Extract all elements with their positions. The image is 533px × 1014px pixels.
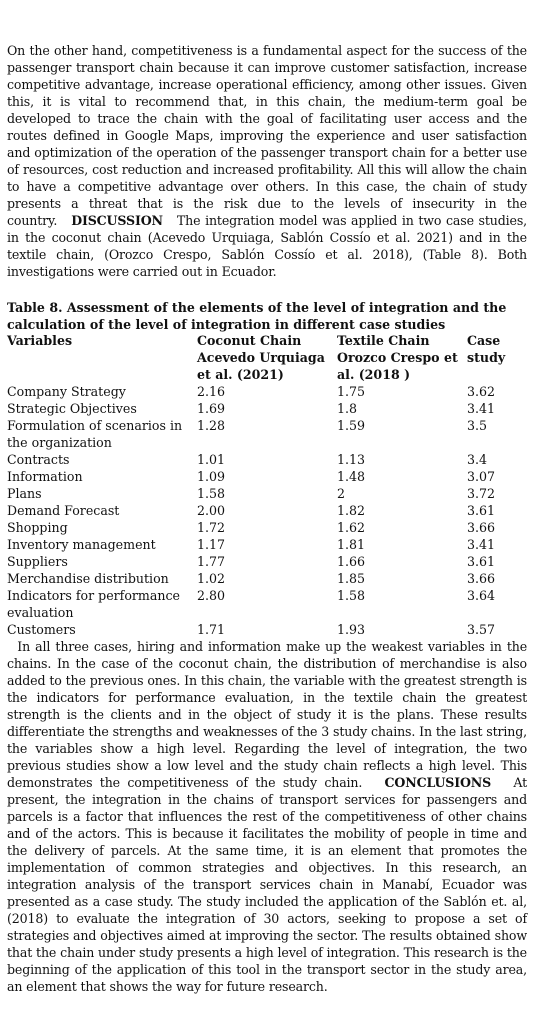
table-row bbox=[7, 451, 529, 468]
table-body bbox=[7, 383, 529, 638]
case-study-value-cell: 3.66 bbox=[467, 520, 496, 535]
variable-cell: Company Strategy bbox=[7, 384, 126, 399]
table-row bbox=[7, 587, 529, 621]
coconut-value-cell: 1.28 bbox=[197, 418, 226, 433]
textile-value-cell: 1.48 bbox=[337, 469, 366, 484]
coconut-value-cell: 1.17 bbox=[197, 537, 226, 552]
case-study-value-cell: 3.4 bbox=[467, 452, 488, 467]
case-study-value-cell: 3.07 bbox=[467, 469, 496, 484]
variable-cell: Contracts bbox=[7, 452, 70, 467]
conclusions-heading: CONCLUSIONS bbox=[384, 775, 492, 790]
table-row bbox=[7, 383, 529, 400]
coconut-value-cell: 1.09 bbox=[197, 469, 226, 484]
conclusions-text: At present, the integration in the chains of transport services for passengers and parcels is a factor that influences the rest of the competitiveness of other chains and of the actors. This is because it facilitates the mobility of people in time and the delivery of parcels. At the same time, it is an element that promotes the implementation of common strategies and objectives. In this research, an integration analysis of the transport services chain in Manabí, Ecuador was presented as a case study. The study included the application of the Sablón et. al, (2018) to evaluate the integration of 30 actors, seeking to propose a set of strategies and objectives aimed at improving the sector. The results obtained show that the chain under study presents a high level of integration. This research is the beginning of the application of this tool in the transport sector in the study area, an element that shows the way for future research. bbox=[7, 775, 528, 994]
variable-cell: Merchandise distribution bbox=[7, 571, 169, 586]
coconut-value-cell: 2.80 bbox=[197, 588, 226, 603]
textile-value-cell: 1.59 bbox=[337, 418, 366, 433]
table-row bbox=[7, 570, 529, 587]
case-study-value-cell: 3.61 bbox=[467, 554, 496, 569]
variable-cell: Plans bbox=[7, 486, 42, 501]
table-row bbox=[7, 536, 529, 553]
variable-cell: Suppliers bbox=[7, 554, 68, 569]
coconut-value-cell: 1.77 bbox=[197, 554, 226, 569]
textile-value-cell: 1.93 bbox=[337, 622, 366, 637]
case-study-value-cell: 3.41 bbox=[467, 401, 496, 416]
table-row bbox=[7, 553, 529, 570]
coconut-value-cell: 2.16 bbox=[197, 384, 226, 399]
coconut-value-cell: 1.01 bbox=[197, 452, 226, 467]
conclusion-paragraph bbox=[7, 638, 527, 995]
table-row bbox=[7, 485, 529, 502]
variable-cell: Demand Forecast bbox=[7, 503, 120, 518]
header-case-study: Case study bbox=[467, 333, 506, 365]
case-study-value-cell: 3.72 bbox=[467, 486, 496, 501]
table-row bbox=[7, 502, 529, 519]
coconut-value-cell: 2.00 bbox=[197, 503, 226, 518]
case-study-value-cell: 3.66 bbox=[467, 571, 496, 586]
variable-cell: Inventory management bbox=[7, 537, 156, 552]
textile-value-cell: 1.81 bbox=[337, 537, 366, 552]
integration-table bbox=[7, 332, 529, 638]
discussion-heading: DISCUSSION bbox=[71, 213, 163, 228]
coconut-value-cell: 1.72 bbox=[197, 520, 226, 535]
textile-value-cell: 1.62 bbox=[337, 520, 366, 535]
variable-cell: Formulation of scenarios in the organization bbox=[7, 418, 183, 450]
table-row bbox=[7, 621, 529, 638]
variable-cell: Indicators for performance evaluation bbox=[7, 588, 180, 620]
case-study-value-cell: 3.41 bbox=[467, 537, 496, 552]
intro-text: On the other hand, competitiveness is a fundamental aspect for the success of the passenger transport chain because it can improve customer satisfaction, increase competitive advantage, increase operational efficiency, among other issues. Given this, it is vital to recommend that, in this chain, the medium-term goal be developed to trace the chain with the goal of facilitating user access and the routes defined in Google Maps, improving the experience and user satisfaction and optimization of the operation of the passenger transport chain for a better use of resources, cost reduction and increased profitability. All this will allow the chain to have a competitive advantage over others. In this case, the chain of study presents a threat that is the risk due to the levels of insecurity in the country. bbox=[7, 43, 527, 228]
table-row bbox=[7, 519, 529, 536]
textile-value-cell: 1.8 bbox=[337, 401, 358, 416]
coconut-value-cell: 1.71 bbox=[197, 622, 226, 637]
intro-paragraph bbox=[7, 42, 527, 280]
case-study-value-cell: 3.61 bbox=[467, 503, 496, 518]
header-coconut-chain: Coconut Chain Acevedo Urquiaga et al. (2021) bbox=[197, 333, 325, 382]
coconut-value-cell: 1.58 bbox=[197, 486, 226, 501]
variable-cell: Information bbox=[7, 469, 83, 484]
case-study-value-cell: 3.62 bbox=[467, 384, 496, 399]
case-study-value-cell: 3.64 bbox=[467, 588, 496, 603]
table-row bbox=[7, 468, 529, 485]
table-row bbox=[7, 400, 529, 417]
coconut-value-cell: 1.02 bbox=[197, 571, 226, 586]
coconut-value-cell: 1.69 bbox=[197, 401, 226, 416]
case-study-value-cell: 3.57 bbox=[467, 622, 496, 637]
header-textile-chain: Textile Chain Orozco Crespo et al. (2018 ) bbox=[337, 333, 458, 382]
header-variables: Variables bbox=[7, 333, 73, 348]
variable-cell: Shopping bbox=[7, 520, 68, 535]
variable-cell: Strategic Objectives bbox=[7, 401, 137, 416]
table-header-row bbox=[7, 332, 529, 383]
textile-value-cell: 2 bbox=[337, 486, 346, 501]
table-caption: Table 8. Assessment of the elements of the level of integration and the calculation of the level of integration in different case studies bbox=[7, 300, 507, 332]
case-study-value-cell: 3.5 bbox=[467, 418, 488, 433]
discussion-text: The integration model was applied in two case studies, in the coconut chain (Acevedo Urquiaga, Sablón Cossío et al. 2021) and in the textile chain, (Orozco Crespo, Sablón Cossío et al. 2018), (Table 8). Both investigations were carried out in Ecuador. bbox=[7, 213, 527, 279]
textile-value-cell: 1.66 bbox=[337, 554, 366, 569]
textile-value-cell: 1.75 bbox=[337, 384, 366, 399]
variable-cell: Customers bbox=[7, 622, 76, 637]
results-text: In all three cases, hiring and information make up the weakest variables in the chains. In the case of the coconut chain, the distribution of merchandise is also added to the previous ones. In this chain, the variable with the greatest strength is the indicators for performance evaluation, in the textile chain the greatest strength is the clients and in the object of study it is the plans. These results differentiate the strengths and weaknesses of the 3 study chains. In the last string, the variables show a high level. Regarding the level of integration, the two previous studies show a low level and the study chain reflects a high level. This demonstrates the competitiveness of the study chain. bbox=[7, 639, 527, 790]
textile-value-cell: 1.58 bbox=[337, 588, 366, 603]
textile-value-cell: 1.85 bbox=[337, 571, 366, 586]
textile-value-cell: 1.13 bbox=[337, 452, 366, 467]
textile-value-cell: 1.82 bbox=[337, 503, 366, 518]
table-row bbox=[7, 417, 529, 451]
